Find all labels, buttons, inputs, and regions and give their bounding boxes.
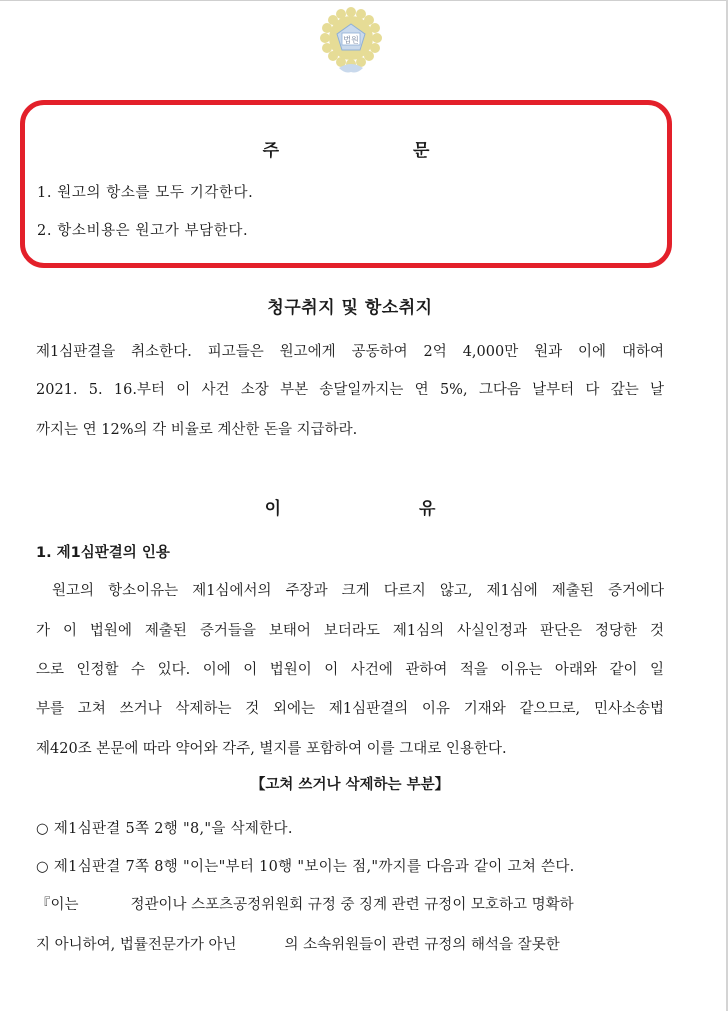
order-section: [20, 100, 672, 268]
quote-text: 『이는: [36, 897, 79, 913]
court-seal-icon: [313, 2, 389, 78]
order-item: 1. 원고의 항소를 모두 기각한다.: [37, 185, 254, 201]
claim-line: 2021. 5. 16.부터 이 사건 소장 부본 송달일까지는 연 5%, 그다음 날부터 다 갚는 날: [36, 382, 664, 398]
quote-text: 지 아니하여, 법률전문가가 아닌: [36, 937, 237, 953]
quote-text: 정관이나 스포츠공정위원회 규정 중 징계 관련 규정이 모호하고 명확하: [130, 897, 574, 913]
quote-text: 의 소속위원들이 관련 규정의 해석을 잘못한: [284, 937, 560, 953]
reason-line: 부를 고쳐 쓰거나 삭제하는 것 외에는 제1심판결의 이유 기재와 같으므로, 민사소송법: [36, 701, 664, 717]
amend-item: ○ 제1심판결 7쪽 8행 "이는"부터 10행 "보이는 점,"까지를 다음과 같이 고쳐 쓴다.: [36, 859, 575, 875]
claim-line: 까지는 연 12%의 각 비율로 계산한 돈을 지급하라.: [36, 422, 358, 438]
reason-line: 원고의 항소이유는 제1심에서의 주장과 크게 다르지 않고, 제1심에 제출된 증거에다: [52, 583, 664, 599]
seal-text: 법원: [343, 35, 359, 45]
amend-item: ○ 제1심판결 5쪽 2행 "8,"을 삭제한다.: [36, 821, 293, 837]
claim-title: 청구취지 및 항소취지: [267, 298, 433, 318]
section-heading: 1. 제1심판결의 인용: [36, 545, 170, 561]
reason-line: 제420조 본문에 따라 약어와 각주, 별지를 포함하여 이를 그대로 인용한다.: [36, 741, 507, 757]
reason-line: 가 이 법원에 제출된 증거들을 보태어 보더라도 제1심의 사실인정과 판단은 정당한 것: [36, 623, 664, 639]
order-title: 주 문: [262, 141, 494, 161]
reason-line: 으로 인정할 수 있다. 이에 이 법원이 이 사건에 관하여 적을 이유는 아래와 같이 일: [36, 662, 664, 678]
top-border: [0, 0, 728, 1]
order-item: 2. 항소비용은 원고가 부담한다.: [37, 223, 249, 239]
quote-line: [36, 933, 560, 954]
reason-title: 이 유: [264, 499, 502, 519]
quote-line: [36, 893, 574, 914]
amend-heading: 【고쳐 쓰거나 삭제하는 부분】: [250, 776, 450, 793]
claim-line: 제1심판결을 취소한다. 피고들은 원고에게 공동하여 2억 4,000만 원과 이에 대하여: [36, 344, 664, 360]
